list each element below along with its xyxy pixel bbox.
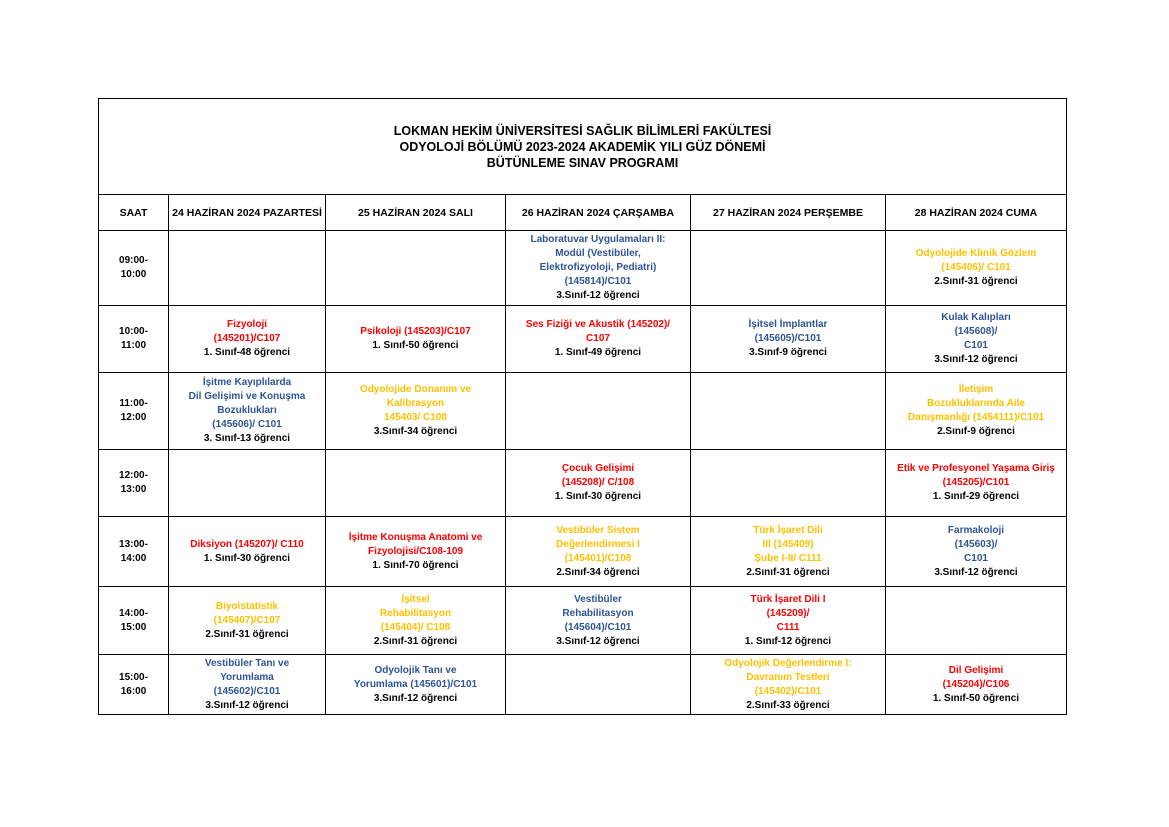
time-slot-label: 14:00- — [119, 607, 148, 619]
student-count: 1. Sınıf-50 öğrenci — [372, 340, 459, 351]
time-slot-row — [99, 306, 1067, 373]
student-count: 2.Sınıf-31 öğrenci — [373, 635, 458, 647]
title-university: LOKMAN HEKİM ÜNİVERSİTESİ SAĞLIK BİLİMLERİ FAKÜLTESİ — [393, 123, 772, 138]
time-slot-label: 12:00- — [119, 470, 148, 481]
time-slot-label: 11:00- — [119, 398, 148, 409]
time-slot-label: 09:00- — [119, 255, 148, 266]
student-count: 3.Sınıf-12 öğrenci — [205, 699, 289, 711]
course-text: Değerlendirmesi I — [556, 538, 640, 550]
empty-cell — [691, 231, 886, 306]
course-text: Diksiyon (145207)/ C110 — [190, 538, 304, 550]
title-department: ODYOLOJİ BÖLÜMÜ 2023-2024 AKADEMİK YILI GÜZ DÖNEMİ — [399, 139, 766, 154]
course-text: Çocuk Gelişimi — [561, 463, 635, 474]
course-text: Türk İşaret Dili I — [750, 593, 826, 605]
time-slot-cell — [99, 587, 169, 655]
time-slot-label: 13:00- — [119, 538, 148, 550]
time-slot-label: 13:00 — [120, 484, 147, 495]
time-slot-label: 16:00 — [120, 685, 147, 697]
course-text: 145403/ C108 — [384, 412, 447, 423]
course-text: İşitme Kayıplılarda — [202, 377, 292, 388]
empty-cell — [506, 373, 691, 450]
empty-cell — [506, 655, 691, 715]
empty-cell — [169, 450, 326, 517]
header-time: SAAT — [99, 195, 169, 231]
course-text: Kulak Kalıpları — [941, 312, 1011, 323]
time-slot-row — [99, 587, 1067, 655]
course-text: (145204)/C106 — [942, 678, 1010, 690]
student-count: 3.Sınıf-12 öğrenci — [373, 692, 458, 704]
empty-cell — [691, 450, 886, 517]
student-count: 3.Sınıf-12 öğrenci — [934, 566, 1018, 578]
exam-cell — [506, 450, 691, 517]
exam-cell — [506, 231, 691, 306]
exam-cell — [326, 587, 506, 655]
student-count: 1. Sınıf-29 öğrenci — [932, 491, 1020, 502]
course-text: (145814)/C101 — [564, 276, 632, 287]
exam-cell — [169, 587, 326, 655]
course-text: (145606)/ C101 — [212, 419, 282, 430]
course-text: Odyolojide Donanım ve — [359, 384, 472, 395]
header-row — [99, 195, 1067, 231]
exam-cell — [326, 655, 506, 715]
empty-cell — [169, 231, 326, 306]
exam-cell — [326, 517, 506, 587]
course-text: Odyolojide Klinik Gözlem — [915, 248, 1037, 259]
course-text: C111 — [776, 621, 800, 633]
course-text: (145201)/C107 — [213, 333, 281, 344]
time-slot-cell — [99, 373, 169, 450]
course-text: Vestibüler — [574, 593, 622, 605]
time-slot-label: 11:00 — [120, 340, 147, 351]
course-text: (145404)/ C108 — [380, 621, 451, 633]
course-text: Odyolojik Tanı ve — [374, 664, 457, 676]
exam-cell — [886, 450, 1067, 517]
course-text: Elektrofizyoloji, Pediatri) — [539, 262, 657, 273]
student-count: 2.Sınıf-31 öğrenci — [934, 276, 1018, 287]
course-text: Şube I-II/ C111 — [754, 552, 822, 564]
exam-cell — [691, 655, 886, 715]
course-text: (145407)/C107 — [213, 614, 281, 626]
exam-cell — [886, 655, 1067, 715]
exam-cell — [691, 306, 886, 373]
course-text: (145208)/ C/108 — [561, 477, 635, 488]
course-text: (145602)/C101 — [213, 685, 281, 697]
exam-cell — [691, 587, 886, 655]
header-day-5: 28 HAZİRAN 2024 CUMA — [886, 195, 1067, 231]
time-slot-row — [99, 373, 1067, 450]
time-slot-label: 12:00 — [120, 412, 147, 423]
title-program: BÜTÜNLEME SINAV PROGRAMI — [486, 155, 679, 170]
course-text: Etik ve Profesyonel Yaşama Giriş — [897, 463, 1055, 474]
title-cell — [99, 99, 1067, 195]
course-text: Fizyolojisi/C108-109 — [367, 545, 464, 557]
header-day-2: 25 HAZİRAN 2024 SALI — [326, 195, 506, 231]
student-count: 3.Sınıf-34 öğrenci — [373, 426, 458, 437]
course-text: Fizyoloji — [227, 319, 267, 330]
course-text: (145402)/C101 — [754, 685, 822, 697]
course-text: (145205)/C101 — [942, 477, 1010, 488]
header-day-1: 24 HAZİRAN 2024 PAZARTESİ — [169, 195, 326, 231]
course-text: Ses Fiziği ve Akustik (145202)/ — [525, 319, 671, 330]
time-slot-cell — [99, 306, 169, 373]
course-text: Dil Gelişimi ve Konuşma — [188, 391, 306, 402]
student-count: 1. Sınıf-30 öğrenci — [554, 491, 642, 502]
course-text: Türk İşaret Dili — [753, 524, 823, 536]
course-text: C107 — [586, 333, 610, 344]
course-text: Biyoistatistik — [215, 600, 279, 612]
student-count: 2.Sınıf-33 öğrenci — [746, 699, 830, 711]
course-text: Psikoloji (145203)/C107 — [360, 326, 471, 337]
time-slot-row — [99, 517, 1067, 587]
student-count: 3.Sınıf-12 öğrenci — [556, 635, 640, 647]
exam-cell — [326, 306, 506, 373]
student-count: 1. Sınıf-70 öğrenci — [372, 559, 459, 571]
course-text: (145209)/ — [766, 607, 810, 619]
student-count: 2.Sınıf-31 öğrenci — [746, 566, 830, 578]
time-slot-label: 14:00 — [120, 552, 147, 564]
student-count: 3. Sınıf-13 öğrenci — [203, 433, 291, 444]
course-text: Odyolojik Değerlendirme I: — [724, 657, 852, 669]
exam-cell — [169, 306, 326, 373]
time-slot-cell — [99, 231, 169, 306]
time-slot-label: 10:00- — [119, 326, 148, 337]
student-count: 1. Sınıf-50 öğrenci — [932, 692, 1020, 704]
empty-cell — [326, 231, 506, 306]
student-count: 3.Sınıf-9 öğrenci — [749, 347, 827, 358]
course-text: (145608)/ — [954, 326, 998, 337]
empty-cell — [886, 587, 1067, 655]
student-count: 2.Sınıf-9 öğrenci — [937, 426, 1015, 437]
time-slot-cell — [99, 655, 169, 715]
course-text: İşitme Konuşma Anatomi ve — [348, 531, 483, 543]
time-slot-cell — [99, 517, 169, 587]
exam-cell — [169, 655, 326, 715]
exam-cell — [886, 517, 1067, 587]
exam-cell — [169, 517, 326, 587]
course-text: Kalibrasyon — [386, 398, 445, 409]
time-slot-cell — [99, 450, 169, 517]
time-slot-label: 10:00 — [120, 269, 147, 280]
course-text: Bozuklukları — [217, 405, 277, 416]
course-text: Dil Gelişimi — [948, 664, 1004, 676]
student-count: 1. Sınıf-49 öğrenci — [554, 347, 642, 358]
exam-cell — [886, 231, 1067, 306]
time-slot-label: 15:00 — [120, 621, 147, 633]
course-text: Rehabilitasyon — [562, 607, 634, 619]
course-text: C101 — [964, 552, 988, 564]
course-text: Vestibüler Tanı ve — [204, 657, 290, 669]
exam-schedule-sheet — [98, 98, 1066, 715]
exam-cell — [691, 517, 886, 587]
student-count: 2.Sınıf-31 öğrenci — [205, 628, 289, 640]
course-text: İşitsel — [401, 593, 430, 605]
course-text: (145401)/C108 — [564, 552, 632, 564]
course-text: Farmakoloji — [947, 524, 1005, 536]
student-count: 3.Sınıf-12 öğrenci — [934, 354, 1018, 365]
course-text: Laboratuvar Uygulamaları II: — [530, 234, 666, 245]
course-text: Bozukluklarında Aile — [927, 398, 1025, 409]
course-text: (145604)/C101 — [564, 621, 632, 633]
empty-cell — [691, 373, 886, 450]
time-slot-row — [99, 450, 1067, 517]
exam-cell — [886, 373, 1067, 450]
course-text: (145406)/ C101 — [941, 262, 1011, 273]
empty-cell — [326, 450, 506, 517]
time-slot-row — [99, 231, 1067, 306]
course-text: (145605)/C101 — [754, 333, 822, 344]
exam-cell — [506, 587, 691, 655]
course-text: III (145409) — [762, 538, 814, 550]
course-text: Davranım Testleri — [746, 671, 830, 683]
exam-cell — [506, 306, 691, 373]
header-day-3: 26 HAZİRAN 2024 ÇARŞAMBA — [506, 195, 691, 231]
schedule-table — [98, 98, 1067, 715]
student-count: 1. Sınıf-30 öğrenci — [203, 552, 291, 564]
course-text: (145603)/ — [954, 538, 998, 550]
time-slot-row — [99, 655, 1067, 715]
exam-cell — [886, 306, 1067, 373]
course-text: Vestibüler Sistem — [556, 524, 640, 536]
course-text: C101 — [964, 340, 988, 351]
course-text: İşitsel İmplantlar — [748, 319, 828, 330]
student-count: 1. Sınıf-48 öğrenci — [203, 347, 291, 358]
course-text: Rehabilitasyon — [379, 607, 452, 619]
header-day-4: 27 HAZİRAN 2024 PERŞEMBE — [691, 195, 886, 231]
course-text: Yorumlama — [220, 671, 274, 683]
course-text: İletişim — [958, 384, 994, 395]
time-slot-label: 15:00- — [119, 671, 148, 683]
course-text: Yorumlama (145601)/C101 — [353, 678, 478, 690]
student-count: 2.Sınıf-34 öğrenci — [556, 566, 640, 578]
course-text: Danışmanlığı (1454111)/C101 — [907, 412, 1045, 423]
course-text: Modül (Vestibüler, — [555, 248, 641, 259]
exam-cell — [506, 517, 691, 587]
student-count: 3.Sınıf-12 öğrenci — [556, 290, 640, 301]
exam-cell — [326, 373, 506, 450]
exam-cell — [169, 373, 326, 450]
student-count: 1. Sınıf-12 öğrenci — [744, 635, 832, 647]
